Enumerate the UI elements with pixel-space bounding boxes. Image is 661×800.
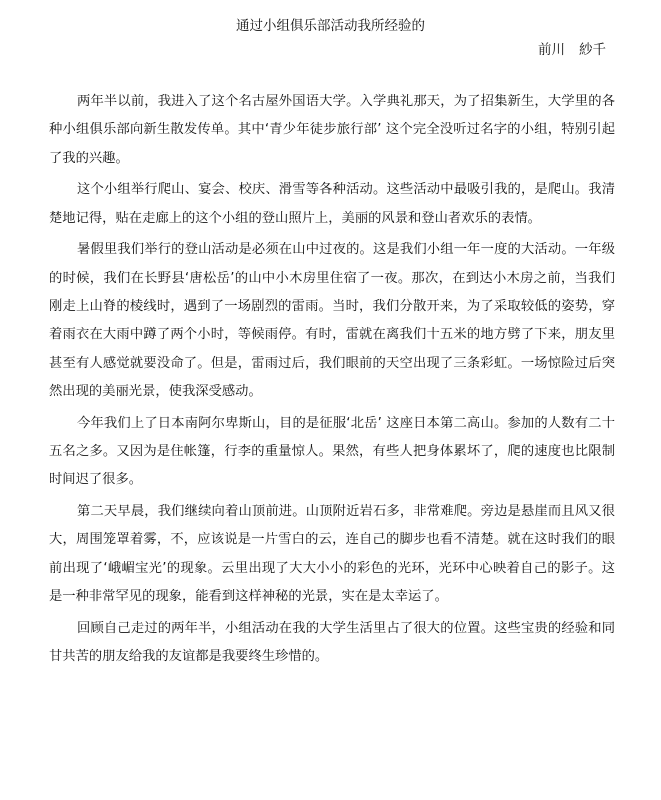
author-family-name: 前川 [538, 42, 565, 58]
paragraph: 暑假里我们举行的登山活动是必须在山中过夜的。这是我们小组一年一度的大活动。一年级的时候，我们在长野县‘唐松岳’的山中小木房里住宿了一夜。那次，在到达小木房之前，当我们刚走上山脊的棱线时，遇到了一场剧烈的雷雨。当时，我们分散开来，为了采取较低的姿势，穿着雨衣在大雨中蹲了两个小时，等候雨停。有时，雷就在离我们十五米的地方劈了下来，朋友里甚至有人感觉就要没命了。但是，雷雨过后，我们眼前的天空出现了三条彩虹。一场惊险过后突然出现的美丽光景，使我深受感动。 [49, 242, 615, 399]
paragraph: 回顾自己走过的两年半，小组活动在我的大学生活里占了很大的位置。这些宝贵的经验和同甘共苦的朋友给我的友谊都是我要终生珍惜的。 [49, 620, 615, 665]
author-name [538, 38, 606, 58]
document-title: 通过小组俱乐部活动我所经验的 [236, 18, 425, 34]
document-body [49, 88, 615, 675]
paragraph: 这个小组举行爬山、宴会、校庆、滑雪等各种活动。这些活动中最吸引我的，是爬山。我清楚地记得，贴在走廊上的这个小组的登山照片上，美丽的风景和登山者欢乐的表情。 [49, 182, 615, 226]
paragraph: 第二天早晨，我们继续向着山顶前进。山顶附近岩石多，非常难爬。旁边是悬崖而且风又很大，周围笼罩着雾，不，应该说是一片雪白的云，连自己的脚步也看不清楚。就在这时我们的眼前出现了‘峨嵋宝光’的现象。云里出现了大大小小的彩色的光环，光环中心映着自己的影子。这是一种非常罕见的现象，能看到这样神秘的光景，实在是太幸运了。 [49, 504, 615, 605]
author-given-name: 紗千 [579, 42, 606, 58]
paragraph: 两年半以前，我进入了这个名古屋外国语大学。入学典礼那天，为了招集新生，大学里的各种小组俱乐部向新生散发传单。其中‘青少年徒步旅行部’ 这个完全没听过名字的小组，特别引起了我的兴趣。 [49, 94, 615, 166]
paragraph: 今年我们上了日本南阿尔卑斯山，目的是征服‘北岳’ 这座日本第二高山。参加的人数有二十五名之多。又因为是住帐篷，行李的重量惊人。果然，有些人把身体累坏了，爬的速度也比限制时间迟了很多。 [49, 415, 615, 488]
